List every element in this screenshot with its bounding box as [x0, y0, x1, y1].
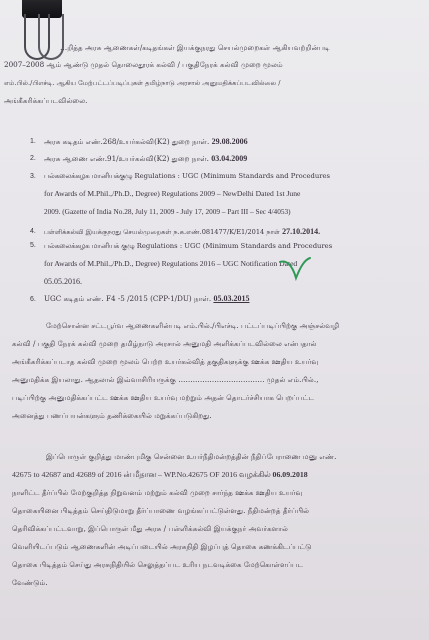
ref-3-line-1: பல்கலைக்கழக மானியக்குழு Regulations : UGC (Minimum Standards and Procedures — [44, 172, 331, 180]
ref-5-line-2: for Awards of M.Phil.,/Ph.D., Degree) Regulations 2016 – UGC Notification Dated — [44, 259, 298, 268]
para1-line-2: கல்வி / பகுதி நேரக் கல்வி முறை தமிழ்நாடு அரசால் அனுமதி அளிக்கப்படவில்லை என்பதால் — [12, 339, 317, 348]
intro-line-3: எம்.பில்./பிஎச்டி. ஆகிய மேற்பட்டப்படிப்புகள் தமிழ்நாடு அரசால் அனுமதிக்கப்படவில்லை / — [4, 79, 281, 87]
binder-clip-icon — [22, 0, 62, 60]
intro-line-4: அங்கீகரிக்கப்படவில்லை. — [4, 96, 88, 105]
ref-3-line-3: 2009. (Gazette of India No.28, July 11, 2009 - July 17, 2009 – Part III – Sec 4/4053) — [44, 207, 291, 216]
para2-line-6: வெளியிடப்படும் ஆணைகளின் அடிப்படையில் அரசுநிதி இழப்புத் தொகை கணக்கிடப்பட்டு — [12, 542, 312, 551]
para2-line-3: நாளிட்ட தீர்ப்பில் மேற்குறித்த நிறுவனம் மற்றும் கல்வி முறை சார்ந்த ஊக்க ஊதிய உயர்வு — [12, 488, 303, 497]
ref-1: அரசு கடிதம் எண்.268/உயர்கல்வி(K2) துறை நாள். 29.08.2006 — [44, 137, 248, 146]
para1-line-5: படிப்பிற்கு அனுமதிக்கப்பட்ட ஊக்க ஊதிய உயர்வு மற்றும் அதன் தொடர்ச்சியாக பெறப்பட்ட — [12, 393, 315, 402]
para2-line-7: தொகை பிடித்தம் செய்து அரசுநிதியில் செலுத்தப்பட உரிய நடவடிக்கை மேற்கொள்ளப்பட — [12, 560, 304, 569]
para2-line-5: தெரிவிக்கப்பட்டவாறு, இப்பொருள் மீது அரசு / பள்ளிக்கல்வி இயக்குநர் அவர்களால் — [12, 524, 288, 533]
pen-tick-icon — [278, 256, 312, 286]
para2-line-1: இப்பொருள் குறித்து மாண்புமிகு சென்னை உயர்நீதிமன்றத்தின் நீதிப்பேராணை மனு எண். — [46, 452, 337, 461]
para2-line-2: 42675 to 42687 and 42689 of 2016 ன் மீதான – WP.No.42675 OF 2016 வழக்கில் 06.09.2018 — [12, 470, 308, 479]
ref-5-line-1: பல்கலைக்கழக மானியக் குழு Regulations : UGC (Minimum Standards and Procedures — [44, 242, 333, 250]
ref-number: 5. — [30, 242, 36, 249]
ref-5-line-3: 05.05.2016. — [44, 277, 82, 286]
ref-number: 2. — [30, 155, 36, 162]
ref-4: பள்ளிக்கல்வி இயக்குநரது செயல்முறைகள் ந.க.எண்.081477/K/E1/2014 நாள் 27.10.2014. — [44, 227, 321, 236]
intro-line-2: 2007–2008 ஆம் ஆண்டு முதல் தொலைதூரக் கல்வி / பகுதிநேரக் கல்வி முறை மூலம் — [4, 60, 283, 69]
intro-line-1: …றித்த அரசு ஆணைகள்/கடிதங்கள் இயக்குநரது செயல்முறைகள் ஆகியவற்றின்படி — [60, 43, 330, 52]
ref-number: 1. — [30, 138, 36, 145]
para2-line-8: வேண்டும். — [12, 578, 48, 587]
ref-2: அரசு ஆணை எண்.91/உயர்கல்வி(K2) துறை நாள். 03.04.2009 — [44, 154, 248, 163]
ref-3-line-2: for Awards of M.Phil.,/Ph.D., Degree) Regulations 2009 – NewDelhi Dated 1st June — [44, 189, 301, 198]
ref-number: 6. — [30, 296, 36, 303]
para1-line-4: அனுமதிக்க இயலாது. ஆதலால் இவ்வாசிரியருக்கு ……………………………… முதல் எம்.பில்., — [12, 375, 319, 384]
para1-line-1: மேற்சொன்ன சட்டபூர்வ ஆணைகளின்படி எம்.பில்./பிஎச்டி. பட்டப்படிப்பிற்கு அஞ்சல்வழி — [46, 321, 340, 330]
para1-line-3: அங்கீகரிக்கப்படாத கல்வி முறை மூலம் பெற்ற உயர்கல்வித் தகுதிகளுக்கு ஊக்க ஊதிய உயர்வு — [12, 357, 319, 366]
ref-number: 3. — [30, 173, 36, 180]
para1-line-6: அனைத்து பணப்பயன்களும் தணிக்கையில் மறுக்கப்படுகிறது. — [12, 411, 212, 420]
ref-number: 4. — [30, 228, 36, 235]
ref-6: UGC கடிதம் எண். F4 -5 /2015 (CPP-1/DU) நாள். 05.03.2015 — [44, 294, 250, 303]
para2-line-4: தொகையினை பிடித்தம் செய்திடுமாறு தீர்ப்பாணை வழங்கப்பட்டுள்ளது. நீதிமன்றத் தீர்ப்பில் — [12, 506, 310, 515]
